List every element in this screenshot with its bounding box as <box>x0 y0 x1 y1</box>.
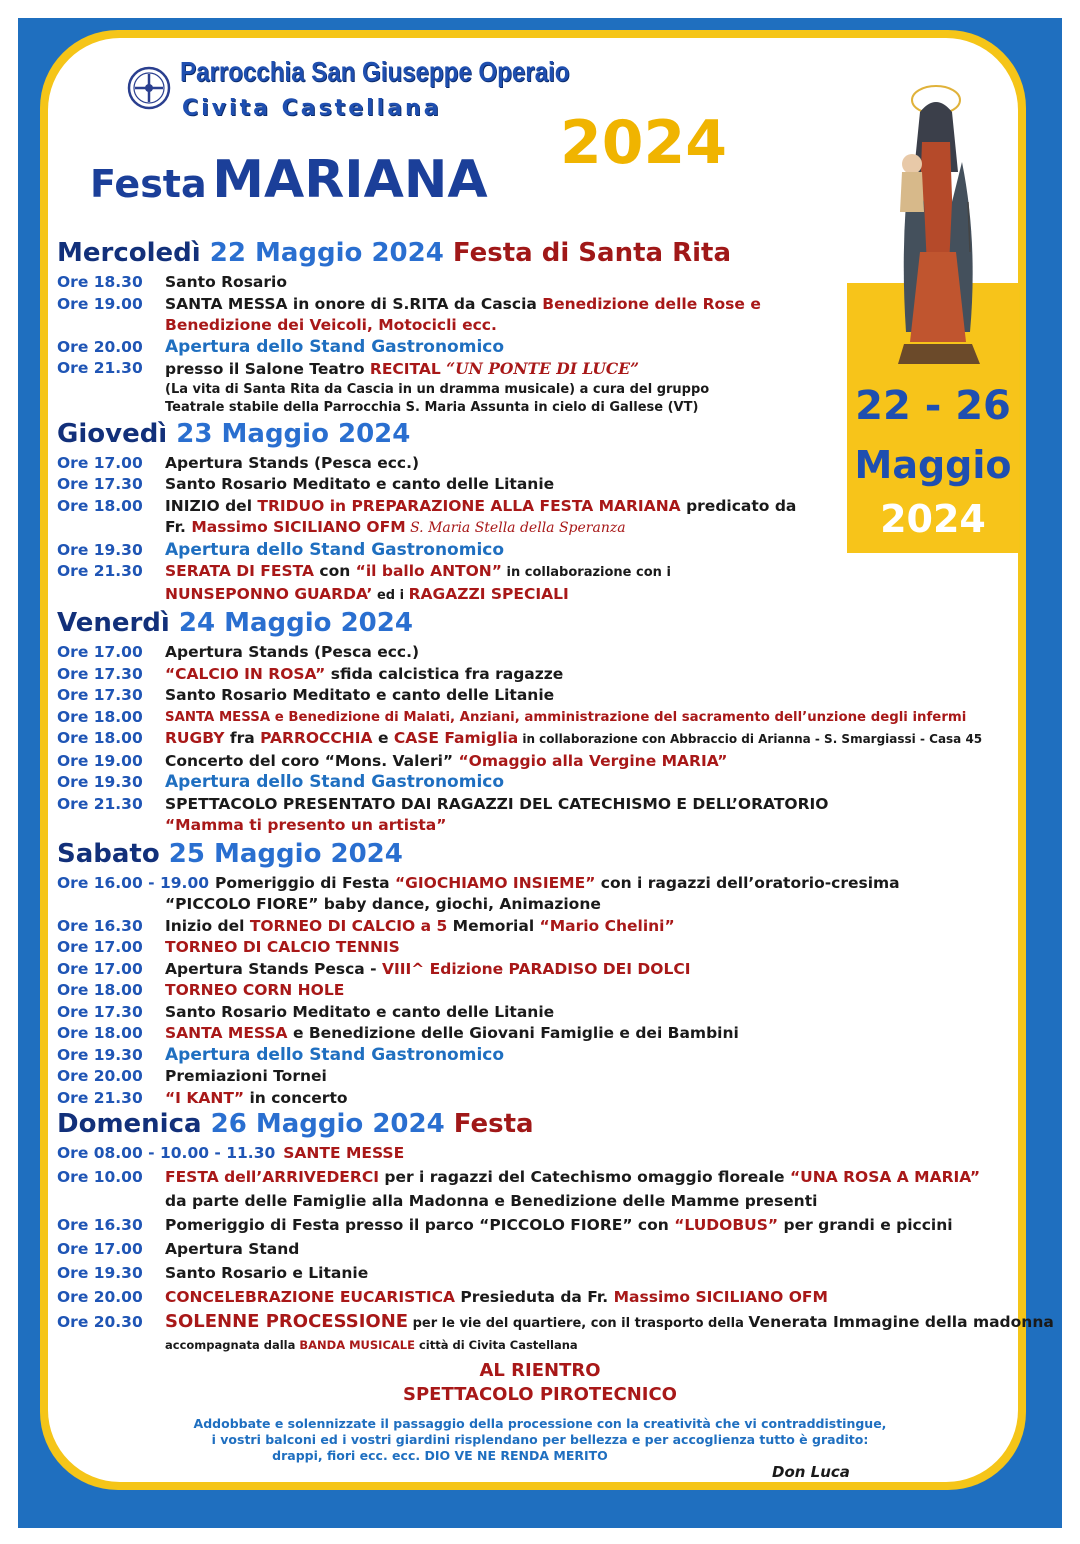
event-row: Ore 17.00 Apertura Stands (Pesca ecc.) <box>57 643 420 661</box>
closing-line-1: AL RIENTRO <box>479 1360 601 1381</box>
event-detail: Benedizione dei Veicoli, Motocicli ecc. <box>165 316 497 334</box>
event-row: Ore 18.00 SANTA MESSA e Benedizione delle Giovani Famiglie e dei Bambini <box>57 1024 739 1042</box>
event-detail: “PICCOLO FIORE” baby dance, giochi, Animazione <box>165 895 601 913</box>
event-row: Ore 16.30 Inizio del TORNEO DI CALCIO a 5 Memorial “Mario Chelini” <box>57 916 675 935</box>
event-row: Ore 21.30 SPETTACOLO PRESENTATO DAI RAGAZZI DEL CATECHISMO E DELL’ORATORIO <box>57 794 829 813</box>
event-row: Ore 19.00 Concerto del coro “Mons. Valeri” “Omaggio alla Vergine MARIA” <box>57 751 728 770</box>
event-row: Ore 20.30 SOLENNE PROCESSIONE per le vie del quartiere, con il trasporto della Venerata Immagine della madonna <box>57 1310 1054 1332</box>
event-row: Ore 19.30 Apertura dello Stand Gastronomico <box>57 772 505 792</box>
event-row: Ore 10.00 FESTA dell’ARRIVEDERCI per i ragazzi del Catechismo omaggio floreale “UNA ROSA A MARIA” <box>57 1167 981 1186</box>
day-heading-sunday: Domenica 26 Maggio 2024 Festa <box>57 1109 534 1139</box>
event-row: Ore 18.00 TORNEO CORN HOLE <box>57 981 345 999</box>
note-line-2: i vostri balconi ed i vostri giardini risplendano per bellezza e per accoglienza tutto è gradito: <box>211 1432 869 1447</box>
parish-logo-icon <box>127 66 171 110</box>
event-row: Ore 17.00 Apertura Stands (Pesca ecc.) <box>57 453 420 472</box>
day-heading-wednesday: Mercoledì 22 Maggio 2024 Festa di Santa Rita <box>57 238 732 268</box>
day-heading-friday: Venerdì 24 Maggio 2024 <box>57 608 413 638</box>
day-heading-thursday: Giovedì 23 Maggio 2024 <box>57 418 411 449</box>
event-row: Ore 17.00 Apertura Stands Pesca - VIII^ Edizione PARADISO DEI DOLCI <box>57 959 691 978</box>
event-row: Ore 19.30 Santo Rosario e Litanie <box>57 1263 369 1282</box>
note-line-1: Addobbate e solennizzate il passaggio della processione con la creatività che vi contraddistingue, <box>193 1416 887 1431</box>
event-detail: accompagnata dalla BANDA MUSICALE città di Civita Castellana <box>165 1337 578 1352</box>
event-row: Ore 21.30 presso il Salone Teatro RECITAL “UN PONTE DI LUCE” <box>57 359 639 378</box>
parish-name: Parrocchia San Giuseppe Operaio <box>180 56 570 87</box>
event-detail: (La vita di Santa Rita da Cascia in un dramma musicale) a cura del gruppo <box>165 381 710 397</box>
event-row: Ore 17.00 Apertura Stand <box>57 1239 300 1258</box>
event-detail: “Mamma ti presento un artista” <box>165 816 447 834</box>
event-detail: Teatrale stabile della Parrocchia S. Maria Assunta in cielo di Gallese (VT) <box>165 399 699 415</box>
event-row: Ore 21.30 “I KANT” in concerto <box>57 1088 348 1107</box>
event-row: Ore 18.00 RUGBY fra PARROCCHIA e CASE Famiglia in collaborazione con Abbraccio di Arianna - S. Smargiassi - Casa 45 <box>57 729 983 747</box>
date-month: Maggio <box>854 443 1012 487</box>
event-row: Ore 21.30 SERATA DI FESTA con “il ballo ANTON” in collaborazione con i <box>57 562 671 580</box>
event-row: Ore 20.00 Apertura dello Stand Gastronomico <box>57 336 505 357</box>
day-heading-saturday: Sabato 25 Maggio 2024 <box>57 838 403 869</box>
event-row: Ore 17.30 Santo Rosario Meditato e canto delle Litanie <box>57 1002 555 1021</box>
note-line-3: drappi, fiori ecc. ecc. DIO VE NE RENDA MERITO <box>272 1448 608 1463</box>
signature: Don Luca <box>772 1463 850 1481</box>
event-row: Ore 08.00 - 10.00 - 11.30 SANTE MESSE <box>57 1144 405 1162</box>
date-range: 22 - 26 <box>855 383 1011 429</box>
event-row: Ore 17.00 TORNEO DI CALCIO TENNIS <box>57 938 400 956</box>
event-title <box>90 150 488 210</box>
event-row: Ore 18.30 Santo Rosario <box>57 273 287 291</box>
closing-line-2: SPETTACOLO PIROTECNICO <box>403 1384 677 1405</box>
event-row: Ore 17.30 Santo Rosario Meditato e canto delle Litanie <box>57 475 555 493</box>
title-mariana-word: MARIANA <box>212 150 488 210</box>
event-row: Ore 17.30 Santo Rosario Meditato e canto delle Litanie <box>57 686 555 704</box>
event-row: Ore 18.00 SANTA MESSA e Benedizione di Malati, Anziani, amministrazione del sacramento dell’unzione degli infermi <box>57 707 967 726</box>
event-detail: da parte delle Famiglie alla Madonna e Benedizione delle Mamme presenti <box>165 1191 818 1210</box>
program-list <box>57 238 1054 1353</box>
city-name: Civita Castellana <box>182 96 442 121</box>
event-row: Ore 20.00 Premiazioni Tornei <box>57 1067 327 1085</box>
event-detail: NUNSEPONNO GUARDA’ ed i RAGAZZI SPECIALI <box>165 584 569 603</box>
event-row: Ore 20.00 CONCELEBRAZIONE EUCARISTICA Presieduta da Fr. Massimo SICILIANO OFM <box>57 1287 828 1306</box>
event-row: Ore 18.00 INIZIO del TRIDUO in PREPARAZIONE ALLA FESTA MARIANA predicato da <box>57 496 797 515</box>
title-festa-word: Festa <box>90 162 207 206</box>
event-row: Ore 16.30 Pomeriggio di Festa presso il parco “PICCOLO FIORE” con “LUDOBUS” per grandi e piccini <box>57 1215 953 1234</box>
event-row: Ore 19.00 SANTA MESSA in onore di S.RITA da Cascia Benedizione delle Rose e <box>57 294 761 313</box>
event-row: Ore 16.00 - 19.00 Pomeriggio di Festa “GIOCHIAMO INSIEME” con i ragazzi dell’oratorio-cresima <box>57 873 900 892</box>
date-year: 2024 <box>880 497 986 541</box>
event-detail: Fr. Massimo SICILIANO OFM S. Maria Stella della Speranza <box>165 518 626 536</box>
year-title: 2024 <box>560 108 727 178</box>
event-row: Ore 19.30 Apertura dello Stand Gastronomico <box>57 1044 505 1065</box>
event-row: Ore 17.30 “CALCIO IN ROSA” sfida calcistica fra ragazze <box>57 664 564 683</box>
event-row: Ore 19.30 Apertura dello Stand Gastronomico <box>57 539 505 560</box>
